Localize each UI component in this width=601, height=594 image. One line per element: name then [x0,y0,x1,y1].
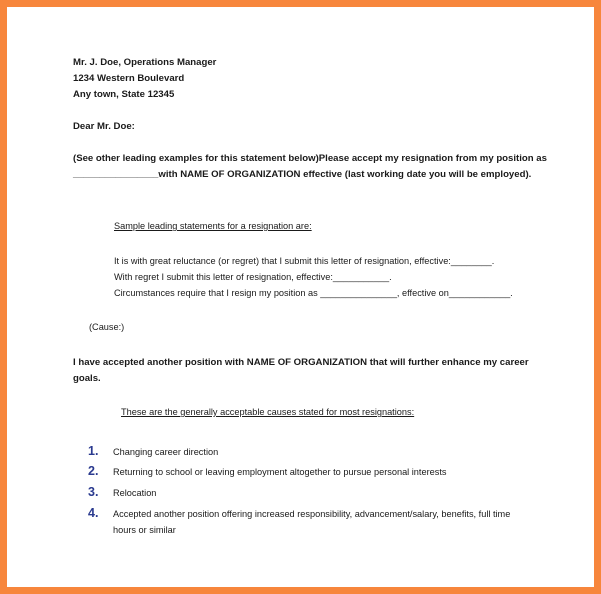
recipient-city: Any town, State 12345 [73,89,175,100]
recipient-street: 1234 Western Boulevard [73,73,185,84]
list-number: 2. [88,464,99,478]
sample-statement: Circumstances require that I resign my position as _______________, effective on____________. [114,288,513,298]
sample-statement: With regret I submit this letter of resignation, effective:___________. [114,272,392,282]
salutation: Dear Mr. Doe: [73,121,135,132]
list-number: 1. [88,444,99,458]
accepted-paragraph-line1: I have accepted another position with NAME OF ORGANIZATION that will further enhance my career [73,357,529,368]
sample-statement: It is with great reluctance (or regret) that I submit this letter of resignation, effective:________. [114,256,495,266]
samples-heading: Sample leading statements for a resignation are: [114,221,312,231]
intro-paragraph-line2: ________________with NAME OF ORGANIZATION effective (last working date you will be employed). [73,169,532,180]
list-item: Changing career direction [113,447,219,457]
causes-heading: These are the generally acceptable causes stated for most resignations: [121,407,415,417]
accepted-paragraph-line2: goals. [73,373,101,384]
list-number: 4. [88,506,99,520]
list-item: Accepted another position offering increased responsibility, advancement/salary, benefits, full time [113,509,511,519]
cause-note: (Cause:) [89,322,125,332]
list-item: Returning to school or leaving employment altogether to pursue personal interests [113,467,447,477]
recipient-name: Mr. J. Doe, Operations Manager [73,57,217,68]
list-item: Relocation [113,488,157,498]
list-number: 3. [88,485,99,499]
intro-paragraph-line1: (See other leading examples for this statement below)Please accept my resignation from my position as [73,153,547,164]
list-item-continuation: hours or similar [113,525,176,535]
